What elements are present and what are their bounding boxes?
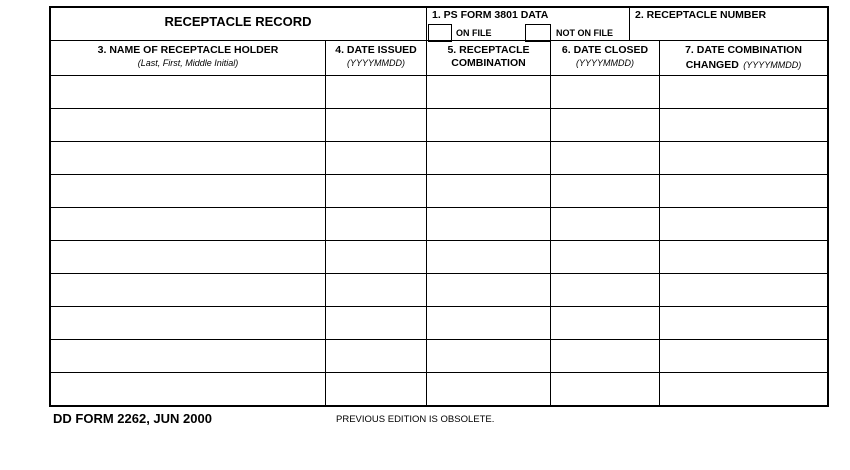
table-cell[interactable] [660, 208, 827, 240]
table-cell[interactable] [551, 76, 659, 108]
col-header-date-issued-sub: (YYYYMMDD) [347, 58, 405, 68]
col-header-name [51, 44, 325, 70]
table-cell[interactable] [660, 142, 827, 174]
table-cell[interactable] [660, 340, 827, 372]
table-cell[interactable] [551, 307, 659, 339]
table-cell[interactable] [660, 175, 827, 207]
col-header-date-changed [660, 44, 827, 72]
col-header-combination-label2: COMBINATION [451, 57, 526, 69]
table-cell[interactable] [52, 109, 325, 141]
col-header-date-closed-label: 6. DATE CLOSED [561, 44, 649, 56]
header-divider [629, 8, 630, 40]
table-cell[interactable] [660, 274, 827, 306]
receptacle-number-input[interactable] [631, 22, 827, 40]
table-cell[interactable] [52, 142, 325, 174]
col-header-date-changed-line2 [660, 57, 827, 72]
table-cell[interactable] [52, 340, 325, 372]
table-cell[interactable] [326, 373, 426, 405]
table-cell[interactable] [660, 76, 827, 108]
form-title: RECEPTACLE RECORD [164, 14, 312, 29]
table-cell[interactable] [52, 175, 325, 207]
table-cell[interactable] [427, 76, 550, 108]
header-divider [426, 8, 427, 40]
table-cell[interactable] [427, 340, 550, 372]
table-cell[interactable] [551, 208, 659, 240]
table-cell[interactable] [52, 241, 325, 273]
not-on-file-label: NOT ON FILE [556, 28, 613, 38]
table-cell[interactable] [427, 109, 550, 141]
table-cell[interactable] [660, 373, 827, 405]
col-header-combination-label: 5. RECEPTACLE [447, 44, 530, 56]
table-cell[interactable] [52, 274, 325, 306]
table-cell[interactable] [326, 175, 426, 207]
col-header-combination [427, 44, 550, 70]
table-cell[interactable] [52, 208, 325, 240]
form-number: DD FORM 2262, JUN 2000 [53, 411, 212, 426]
receptacle-record-form [49, 6, 829, 407]
on-file-label: ON FILE [456, 28, 492, 38]
table-cell[interactable] [326, 208, 426, 240]
col-header-date-closed-sub: (YYYYMMDD) [576, 58, 634, 68]
col-header-name-label: 3. NAME OF RECEPTACLE HOLDER [97, 44, 279, 56]
table-cell[interactable] [326, 142, 426, 174]
table-cell[interactable] [427, 175, 550, 207]
table-cell[interactable] [551, 340, 659, 372]
table-cell[interactable] [52, 76, 325, 108]
table-cell[interactable] [427, 307, 550, 339]
table-cell[interactable] [551, 241, 659, 273]
table-cell[interactable] [427, 274, 550, 306]
col-header-date-changed-sub: (YYYYMMDD) [743, 60, 802, 70]
table-cell[interactable] [326, 307, 426, 339]
table-cell[interactable] [52, 307, 325, 339]
table-cell[interactable] [660, 307, 827, 339]
table-cell[interactable] [551, 175, 659, 207]
ps-form-3801-label: 1. PS FORM 3801 DATA [432, 9, 549, 21]
table-cell[interactable] [660, 241, 827, 273]
receptacle-number-label: 2. RECEPTACLE NUMBER [635, 9, 767, 21]
table-cell[interactable] [326, 109, 426, 141]
table-cell[interactable] [660, 109, 827, 141]
col-header-date-closed [551, 44, 659, 70]
table-cell[interactable] [427, 373, 550, 405]
col-header-date-issued-label: 4. DATE ISSUED [335, 44, 417, 56]
table-cell[interactable] [427, 241, 550, 273]
col-header-date-issued [326, 44, 426, 70]
table-cell[interactable] [326, 241, 426, 273]
table-cell[interactable] [427, 208, 550, 240]
table-cell[interactable] [326, 76, 426, 108]
header-bottom-rule [51, 40, 827, 41]
table-cell[interactable] [52, 373, 325, 405]
table-cell[interactable] [551, 274, 659, 306]
col-header-date-changed-label2: CHANGED [685, 59, 739, 71]
table-cell[interactable] [326, 274, 426, 306]
col-header-date-changed-label: 7. DATE COMBINATION [685, 44, 802, 56]
table-cell[interactable] [551, 109, 659, 141]
table-cell[interactable] [326, 340, 426, 372]
table-cell[interactable] [427, 142, 550, 174]
col-header-name-sub: (Last, First, Middle Initial) [137, 58, 239, 68]
table-cell[interactable] [551, 142, 659, 174]
edition-note: PREVIOUS EDITION IS OBSOLETE. [336, 414, 495, 425]
table-cell[interactable] [551, 373, 659, 405]
